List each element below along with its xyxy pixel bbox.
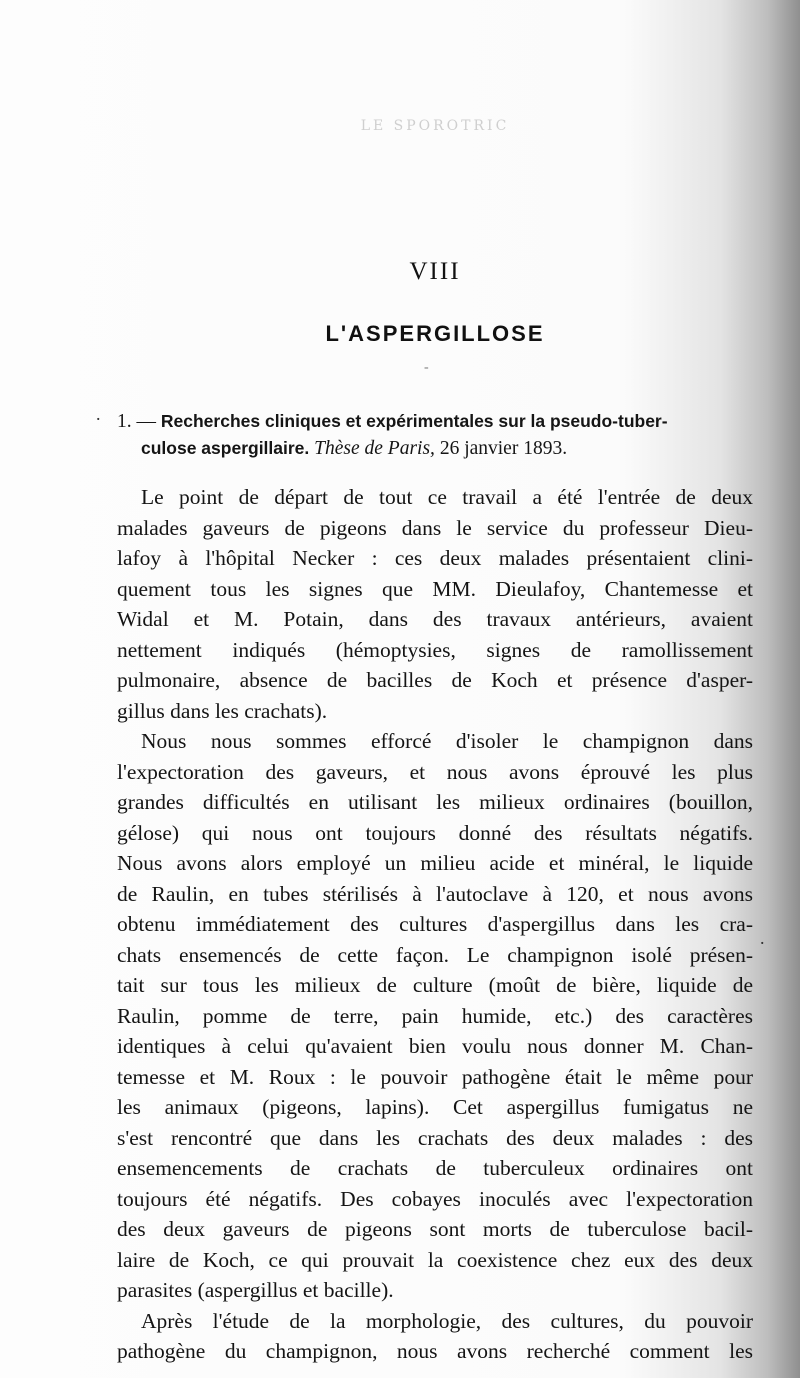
text-line: toujours été négatifs. Des cobayes inoculés avec l'expectoration [117,1186,753,1211]
chapter-title: L'ASPERGILLOSE [325,321,545,346]
entry-title-line-2: culose aspergillaire. [141,438,310,458]
paragraph-1 [117,482,753,726]
entry-line-1 [117,408,765,435]
text-line: les animaux (pigeons, lapins). Cet aspergillus fumigatus ne [117,1095,753,1119]
text-line: laire de Koch, ce qui prouvait la coexistence chez eux des deux [117,1247,753,1272]
text-line: Nous nous sommes efforcé d'isoler le champignon dans [141,729,753,753]
text-line: s'est rencontré que dans les crachats des deux malades : des [117,1125,753,1150]
text-line: Widal et M. Potain, dans des travaux antérieurs, avaient [117,607,753,631]
text-line: malades gaveurs de pigeons dans le service du professeur Dieu- [117,515,753,540]
text-line: nettement indiqués (hémoptysies, signes de ramollissement [117,637,753,662]
text-line: Après l'étude de la morphologie, des cultures, du pouvoir [141,1308,753,1333]
text-line: parasites (aspergillus et bacille). [117,1278,394,1302]
text-line: lafoy à l'hôpital Necker : ces deux malades présentaient clini- [117,546,753,570]
bibliography-entry [117,408,765,462]
entry-line-2 [117,435,765,462]
paragraph-3 [117,1306,753,1367]
text-line: identiques à celui qu'avaient bien voulu nous donner M. Chan- [117,1034,753,1058]
text-line: ensemencements de crachats de tuberculeux ordinaires ont [117,1156,753,1180]
text-line: tait sur tous les milieux de culture (moût de bière, liquide de [117,973,753,997]
text-line: chats ensemencés de cette façon. Le champignon isolé présen- [117,942,753,967]
decorative-dash: - [424,360,429,375]
chapter-number: VIII [409,258,461,285]
text-line: pathogène du champignon, nous avons recherché comment les [117,1339,753,1363]
stray-mark-right: . [760,928,765,948]
text-line: Le point de départ de tout ce travail a été l'entrée de deux [141,485,753,509]
body-text [117,482,753,1367]
entry-source: Thèse de Paris, [314,438,435,459]
text-line: gillus dans les crachats). [117,698,328,723]
text-line: pulmonaire, absence de bacilles de Koch et présence d'asper- [117,668,753,692]
text-line: obtenu immédiatement des cultures d'aspergillus dans les cra- [117,912,753,936]
text-line: Nous avons alors employé un milieu acide et minéral, le liquide [117,851,753,875]
text-line: Raulin, pomme de terre, pain humide, etc.) des caractères [117,1003,753,1028]
bleed-through-header: LE SPOROTRIC [360,118,510,134]
text-line: quement tous les signes que MM. Dieulafoy, Chantemesse et [117,576,753,601]
paragraph-2 [117,726,753,1306]
entry-date: 26 janvier 1893. [434,438,568,459]
entry-title-line-1: Recherches cliniques et expérimentales sur la pseudo-tuber- [160,411,668,431]
text-line: de Raulin, en tubes stérilisés à l'autoclave à 120, et nous avons [117,881,753,906]
text-line: grandes difficultés en utilisant les milieux ordinaires (bouillon, [117,790,753,814]
stray-mark-left: . [96,404,101,424]
text-line: gélose) qui nous ont toujours donné des résultats négatifs. [117,820,753,845]
entry-number: 1. — [117,411,161,432]
text-line: des deux gaveurs de pigeons sont morts de tuberculose bacil- [117,1217,753,1241]
text-line: l'expectoration des gaveurs, et nous avons éprouvé les plus [117,759,753,784]
text-line: temesse et M. Roux : le pouvoir pathogène était le même pour [117,1064,753,1089]
